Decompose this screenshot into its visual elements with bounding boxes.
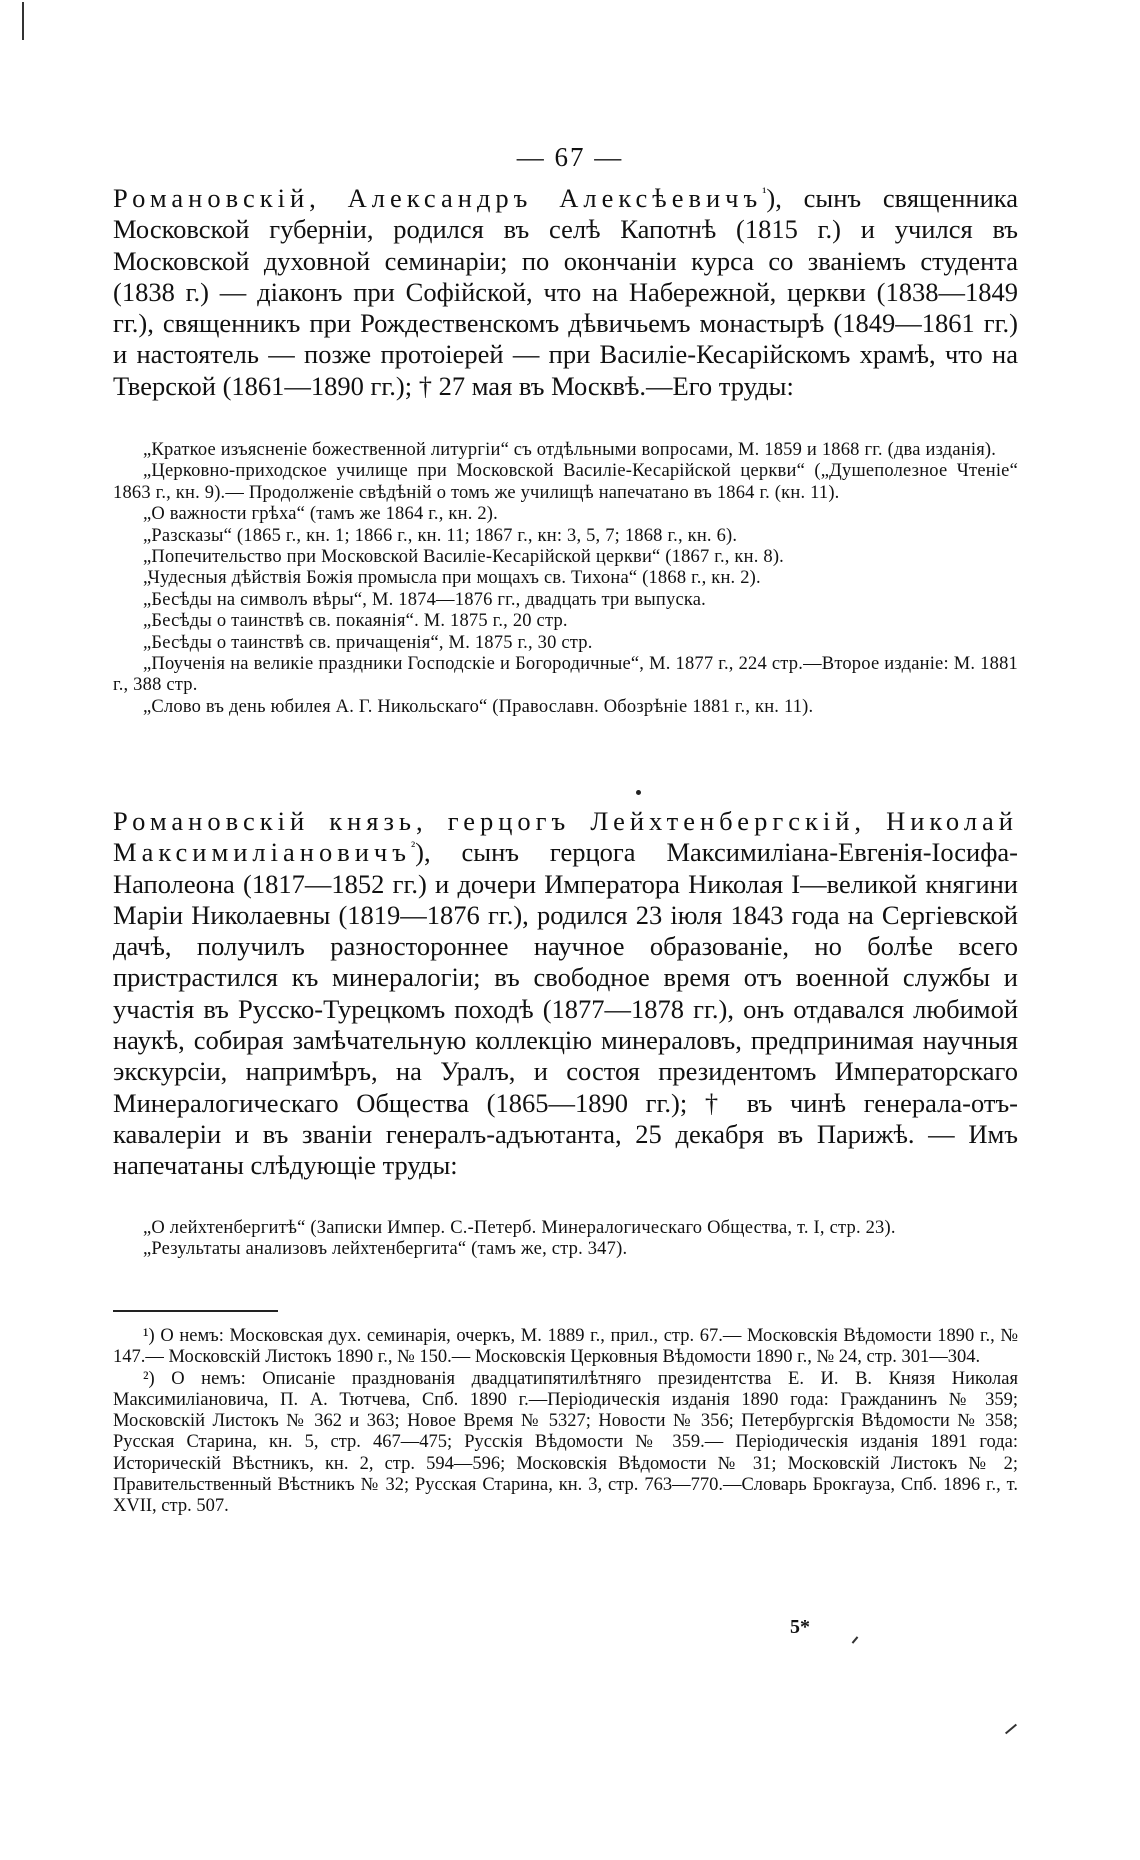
footnote-1: ¹) О немъ: Московская дух. семинарія, очеркъ, М. 1889 г., прил., стр. 67.— Московскія Вѣдомости 1890 г., № 147.— Московскій Листокъ 1890 г., № 150.— Московскія Церковныя Вѣдомости 1890 г., № 24, стр. 301—304. bbox=[113, 1326, 1018, 1368]
work-item: „Бесѣды о таинствѣ св. покаянія“. М. 1875 г., 20 стр. bbox=[143, 611, 568, 632]
work-item: „Слово въ день юбилея А. Г. Никольскаго“ (Православн. Обозрѣніе 1881 г., кн. 11). bbox=[143, 696, 814, 717]
work-item: „Чудесныя дѣйствія Божія промысла при мощахъ св. Тихона“ (1868 г., кн. 2). bbox=[143, 568, 761, 589]
page-number: — 67 — bbox=[516, 142, 624, 172]
work-item: „Разсказы“ (1865 г., кн. 1; 1866 г., кн. 11; 1867 г., кн: 3, 5, 7; 1868 г., кн. 6). bbox=[143, 525, 738, 546]
entry-heading: Романовскій князь, герцогъ Лейхтенбергскій, Николай Максимиліановичъ bbox=[113, 806, 1018, 868]
work-item: „Бесѣды о таинствѣ св. причащенія“, М. 1875 г., 30 стр. bbox=[143, 632, 593, 653]
work-item: „О важности грѣха“ (тамъ же 1864 г., кн. 2). bbox=[143, 504, 498, 525]
entry-heading: Романовскій, Александръ Алексѣевичъ bbox=[113, 183, 763, 213]
scan-mark-top-left bbox=[22, 2, 24, 40]
footnote-rule bbox=[113, 1310, 278, 1312]
works-list-1 bbox=[113, 440, 1018, 718]
footnote-2: ²) О немъ: Описаніе празднованія двадцатипятилѣтняго президентства Е. И. В. Князя Николая Максимиліановича, П. А. Тютчева, Спб. 1890 г.—Періодическія изданія 1890 года: Гражданинъ № 359; Московскій Листокъ № 362 и 363; Новое Время № 5327; Новости № 356; Петербургскія Вѣдомости № 358; Русская Старина, кн. 5, стр. 467—475; Русскія Вѣдомости № 359.— Періодическія изданія 1891 года: Историческій Вѣстникъ, кн. 2, стр. 594—596; Московскія Вѣдомости № 31; Московскій Листокъ № 2; Правительственный Вѣстникъ № 32; Русская Старина, кн. 3, стр. 763—770.—Словарь Брокгауза, Спб. 1896 г., т. XVII, стр. 507. bbox=[113, 1368, 1018, 1517]
works-list-2 bbox=[113, 1218, 1018, 1261]
signature-mark: 5* bbox=[790, 1616, 810, 1638]
footnote-ref: ² bbox=[410, 840, 416, 856]
entry-romanovsky-alexander bbox=[113, 183, 1018, 402]
separator-dot bbox=[636, 790, 641, 795]
work-item: „Поученія на великіе праздники Господскіе и Богородичные“, М. 1877 г., 224 стр.—Второе изданіе: М. 1881 г., 388 стр. bbox=[113, 654, 1018, 696]
work-item: „О лейхтенбергитѣ“ (Записки Импер. С.-Петерб. Минералогическаго Общества, т. I, стр. 23). bbox=[143, 1218, 896, 1238]
work-item: „Результаты анализовъ лейхтенбергита“ (тамъ же, стр. 347). bbox=[143, 1239, 628, 1260]
scan-mark-bottom bbox=[852, 1636, 859, 1643]
entry-body: ), сынъ священника Московской губерніи, родился въ селѣ Капотнѣ (1815 г.) и учился въ Московской духовной семинаріи; по окончаніи курса со званіемъ студента (1838 г.) — діаконъ при Софійской, что на Набережной, церкви (1838—1849 гг.), священникъ при Рождественскомъ дѣвичьемъ монастырѣ (1849—1861 гг.) и настоятель — позже протоіерей — при Василіе-Кесарійскомъ храмѣ, что на Тверской (1861—1890 гг.); † 27 мая въ Москвѣ.—Его труды: bbox=[113, 183, 1018, 401]
work-item: „Краткое изъясненіе божественной литургіи“ съ отдѣльными вопросами, М. 1859 и 1868 гг. (два изданія). bbox=[143, 440, 997, 460]
work-item: „Попечительство при Московской Василіе-Кесарійской церкви“ (1867 г., кн. 8). bbox=[143, 547, 785, 568]
entry-romanovsky-leuchtenberg bbox=[113, 806, 1018, 1182]
scan-mark-bottom bbox=[1005, 1724, 1017, 1735]
work-item: „Бесѣды на символъ вѣры“, М. 1874—1876 гг., двадцать три выпуска. bbox=[143, 589, 706, 610]
work-item: „Церковно-приходское училище при Московской Василіе-Кесарійской церкви“ („Душеполезное Чтеніе“ 1863 г., кн. 9).— Продолженіе свѣдѣній о томъ же училищѣ напечатано въ 1864 г. (кн. 11). bbox=[113, 461, 1018, 503]
footnotes bbox=[113, 1326, 1018, 1518]
footnote-ref: ¹ bbox=[762, 186, 767, 202]
entry-body: ), сынъ герцога Максимиліана-Евгенія-Іосифа-Наполеона (1817—1852 гг.) и дочери Императора Николая I—великой княгини Маріи Николаевны (1819—1876 гг.), родился 23 іюля 1843 года на Сергіевской дачѣ, получилъ разностороннее научное образованіе, но болѣе всего пристрастился къ минералогіи; въ свободное время отъ военной службы и участія въ Русско-Турецкомъ походѣ (1877—1878 гг.), онъ отдавался любимой наукѣ, собирая замѣчательную коллекцію минераловъ, предпринимая научныя экскурсіи, напримѣръ, на Уралъ, и состоя президентомъ Императорскаго Минералогическаго Общества (1865—1890 гг.); † въ чинѣ генерала-отъ-кавалеріи и въ званіи генералъ-адъютанта, 25 декабря въ Парижѣ. — Имъ напечатаны слѣдующіе труды: bbox=[113, 837, 1018, 1181]
